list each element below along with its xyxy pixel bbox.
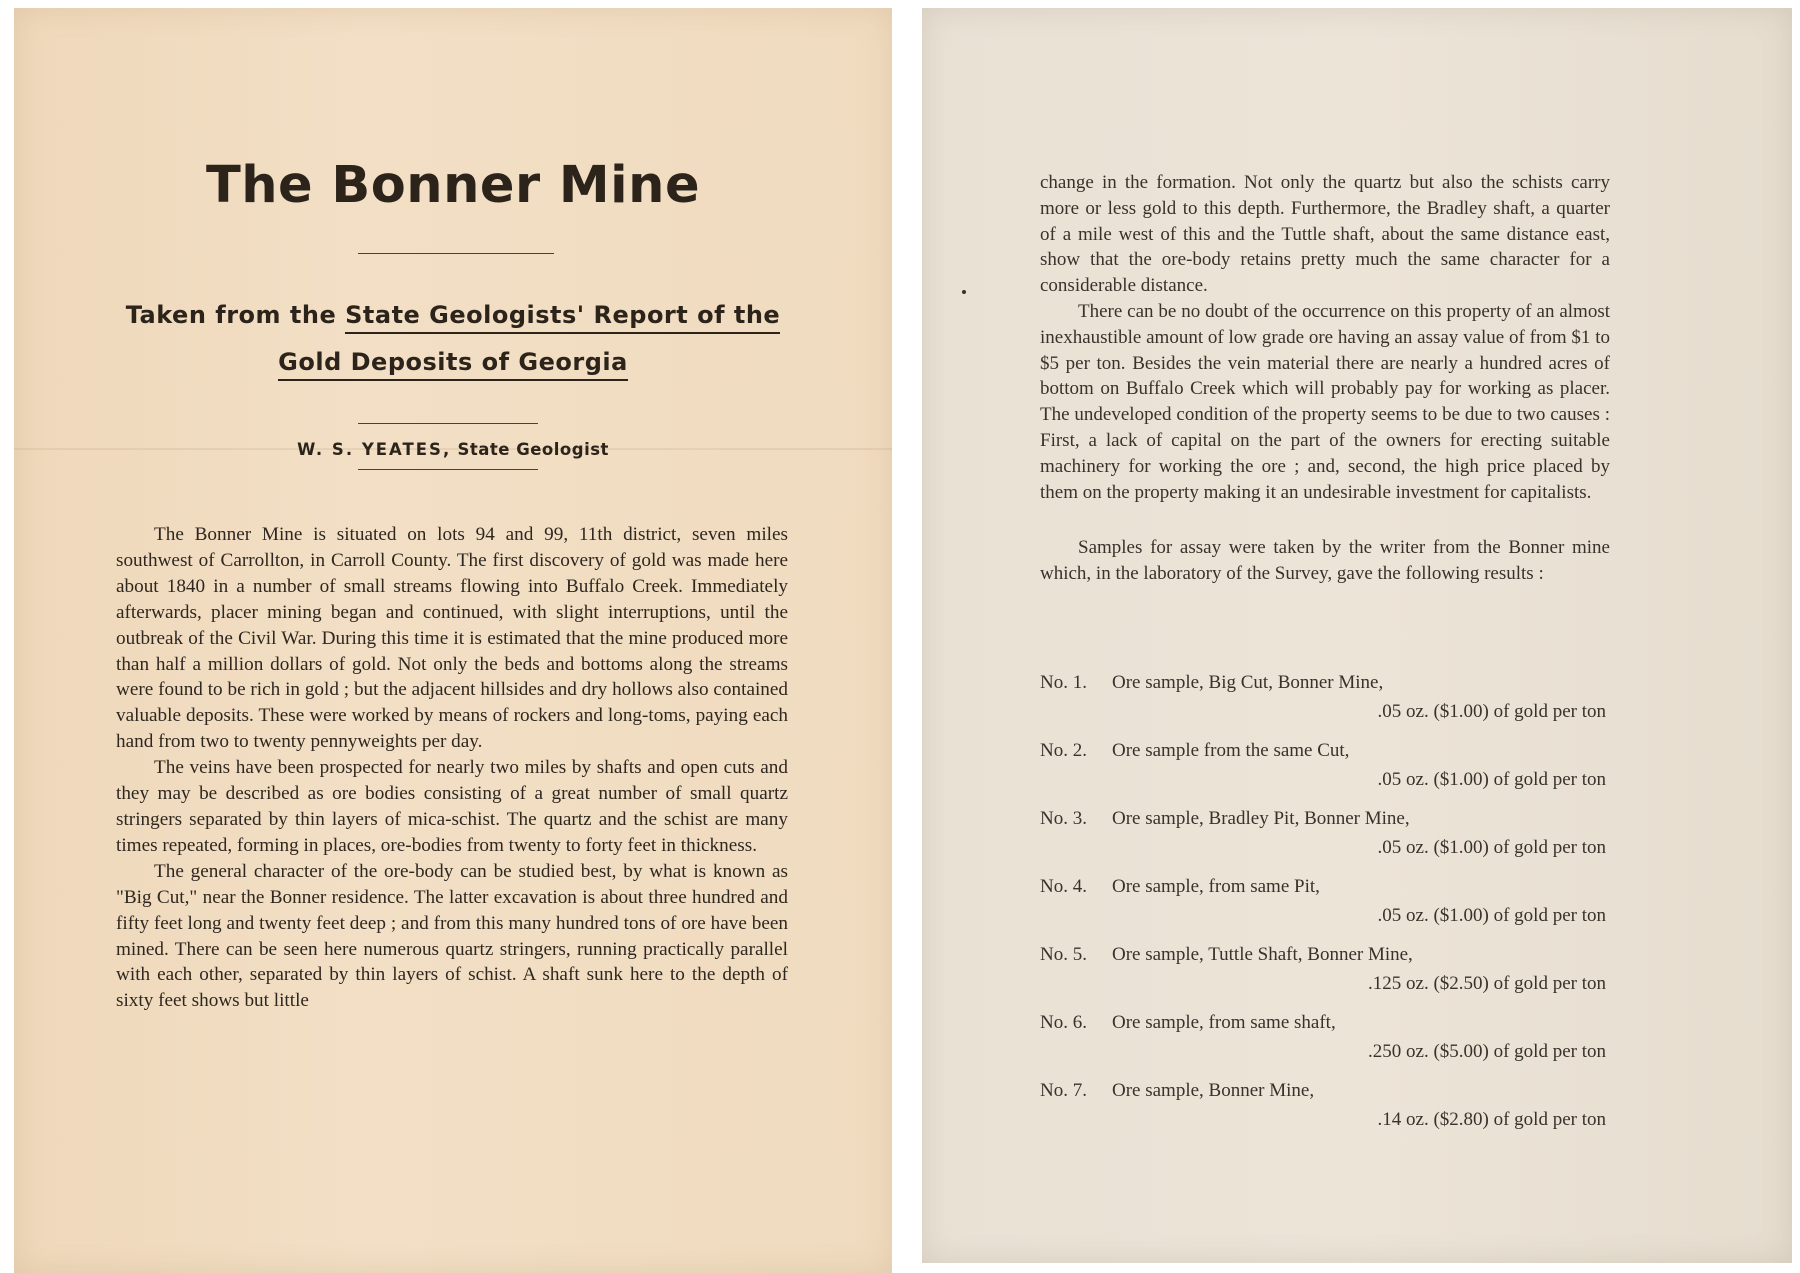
- divider: [358, 253, 554, 254]
- sample-number: No. 4.: [1040, 876, 1087, 897]
- sample-description: Ore sample, from same shaft,: [1112, 1012, 1336, 1033]
- sample-description: Ore sample, Bonner Mine,: [1112, 1080, 1315, 1101]
- sample-result: .05 oz. ($1.00) of gold per ton: [1377, 837, 1606, 858]
- subtitle-prefix: Taken from the: [125, 301, 337, 329]
- sample-result: .125 oz. ($2.50) of gold per ton: [1368, 973, 1606, 994]
- paragraph: There can be no doubt of the occurrence on this property of an almost inexhaustible amount of low grade ore having an assay value of from $1 to $5 per ton. Besides the vein material there are nearly a hundred acres of bottom on Buffalo Creek which will probably pay for working as placer. The undeveloped condition of the property seems to be due to two causes : First, a lack of capital on the part of the owners for erecting suitable machinery for working the ore ; and, second, the high price placed by them on the property making it an undesirable investment for capitalists.: [1040, 300, 1610, 503]
- sample-number: No. 1.: [1040, 672, 1087, 693]
- author-line: [14, 440, 892, 459]
- sample-number: No. 3.: [1040, 808, 1087, 829]
- ink-speck: [962, 290, 966, 294]
- sample-number: No. 6.: [1040, 1012, 1087, 1033]
- sample-description: Ore sample from the same Cut,: [1112, 740, 1350, 761]
- list-item: [1040, 740, 1606, 808]
- sample-result: .05 oz. ($1.00) of gold per ton: [1377, 905, 1606, 926]
- sample-number: No. 5.: [1040, 944, 1087, 965]
- sample-number: No. 7.: [1040, 1080, 1087, 1101]
- sample-result: .05 oz. ($1.00) of gold per ton: [1377, 769, 1606, 790]
- paragraph: The general character of the ore-body can be studied best, by what is known as "Big Cut," near the Bonner residence. The latter excavation is about three hundred and fifty feet long and twenty feet deep ; and from this many hundred tons of ore have been mined. There can be seen here numerous quartz stringers, running practically parallel with each other, separated by thin layers of schist. A shaft sunk here to the depth of sixty feet shows but little: [116, 860, 788, 1012]
- subtitle-report-link: State Geologists' Report of the: [345, 301, 780, 334]
- author-title: State Geologist: [457, 440, 609, 459]
- list-item: [1040, 876, 1606, 944]
- left-page: [14, 8, 892, 1273]
- list-item: [1040, 1080, 1606, 1148]
- paragraph: The Bonner Mine is situated on lots 94 and 99, 11th district, seven miles southwest of Carrollton, in Carroll County. The first discovery of gold was made here about 1840 in a number of small streams flowing into Buffalo Creek. Immediately afterwards, placer mining began and continued, with slight interruptions, until the outbreak of the Civil War. During this time it is estimated that the mine produced more than half a million dollars of gold. Not only the beds and bottoms along the streams were found to be rich in gold ; but the adjacent hillsides and dry hollows also contained valuable deposits. These were worked by means of rockers and long-toms, paying each hand from two to twenty pennyweights per day.: [116, 524, 788, 753]
- list-item: [1040, 944, 1606, 1012]
- subtitle-line-1: [14, 301, 892, 329]
- list-item: [1040, 672, 1606, 740]
- list-item: [1040, 808, 1606, 876]
- paragraph: The veins have been prospected for nearly two miles by shafts and open cuts and they may be described as ore bodies consisting of a great number of small quartz stringers separated by thin layers of mica-schist. The quartz and the schist are many times repeated, forming in places, ore-bodies from twenty to forty feet in thickness.: [116, 757, 788, 856]
- assay-results-list: [1040, 672, 1606, 1148]
- sample-description: Ore sample, Tuttle Shaft, Bonner Mine,: [1112, 944, 1413, 965]
- divider: [358, 423, 538, 424]
- paragraph: change in the formation. Not only the quartz but also the schists carry more or less gold to this depth. Furthermore, the Bradley shaft, a quarter of a mile west of this and the Tuttle shaft, about the same distance east, show that the ore-body retains pretty much the same character for a considerable distance.: [1040, 172, 1610, 297]
- subtitle-line-2: [14, 348, 892, 376]
- sample-description: Ore sample, from same Pit,: [1112, 876, 1320, 897]
- sample-number: No. 2.: [1040, 740, 1087, 761]
- list-item: [1040, 1012, 1606, 1080]
- body-text: [1040, 170, 1610, 587]
- body-text: [116, 522, 788, 1014]
- paragraph: Samples for assay were taken by the writer from the Bonner mine which, in the laboratory of the Survey, gave the following results :: [1040, 537, 1610, 585]
- sample-result: .05 oz. ($1.00) of gold per ton: [1377, 701, 1606, 722]
- subtitle-report-link-2: Gold Deposits of Georgia: [278, 348, 628, 381]
- sample-result: .250 oz. ($5.00) of gold per ton: [1368, 1041, 1606, 1062]
- sample-description: Ore sample, Bradley Pit, Bonner Mine,: [1112, 808, 1410, 829]
- author-name: W. S. YEATES,: [297, 440, 452, 459]
- sample-result: .14 oz. ($2.80) of gold per ton: [1377, 1109, 1606, 1130]
- page-title: The Bonner Mine: [205, 156, 701, 215]
- right-page: [922, 8, 1792, 1263]
- sample-description: Ore sample, Big Cut, Bonner Mine,: [1112, 672, 1384, 693]
- divider: [358, 469, 538, 470]
